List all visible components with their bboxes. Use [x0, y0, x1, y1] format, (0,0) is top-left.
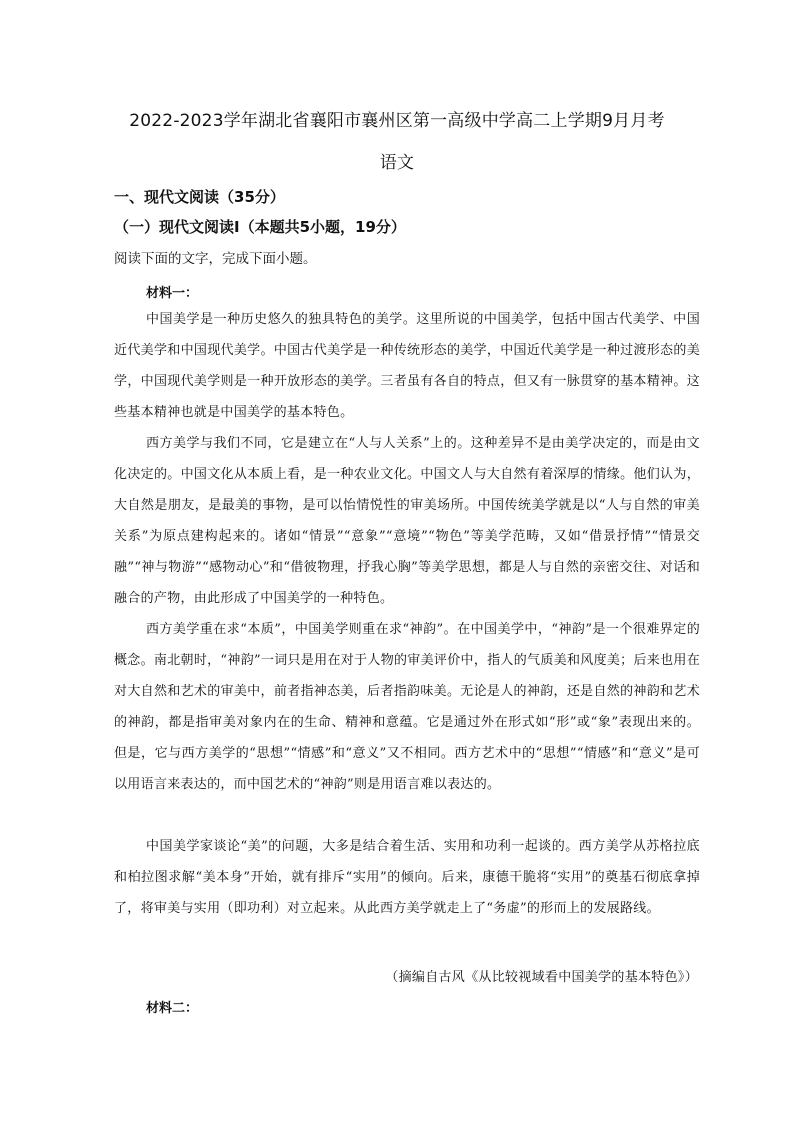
- subsection-heading: （一）现代文阅读Ⅰ（本题共5小题，19分）: [114, 218, 406, 236]
- paragraph-4: 中国美学家谈论“美”的问题，大多是结合着生活、实用和功利一起谈的。西方美学从苏格拉底和柏拉图求解“美本身”开始，就有排斥“实用”的倾向。后来，康德干脆将“实用”的奠基石彻底拿掉了，将审美与实用（即功利）对立起来。从此西方美学就走上了“务虚”的形而上的发展路线。: [114, 839, 700, 916]
- material-one-label: 材料一：: [146, 286, 199, 301]
- subject-title: 语文: [379, 153, 415, 173]
- material-two-label: 材料二：: [146, 1001, 199, 1016]
- paragraph-2: 西方美学与我们不同，它是建立在“人与人关系”上的。这种差异不是由美学决定的，而是由文化决定的。中国文化从本质上看，是一种农业文化。中国文人与大自然有着深厚的情缘。他们认为，大自然是朋友，是最美的事物，是可以怡情悦性的审美场所。中国传统美学就是以“人与自然的审美关系”为原点建构起来的。诸如“情景”“意象”“意境”“物色”等美学范畴，又如“借景抒情”“情景交融”“神与物游”“感物动心”和“借彼物理，抒我心胸”等美学思想，都是人与自然的亲密交往、对话和融合的产物，由此形成了中国美学的一种特色。: [114, 436, 700, 606]
- paragraph-3: 西方美学重在求“本质”，中国美学则重在求“神韵”。在中国美学中，“神韵”是一个很难界定的概念。南北朝时，“神韵”一词只是用在对于人物的审美评价中，指人的气质美和风度美；后来也用在对大自然和艺术的审美中，前者指神态美，后者指韵味美。无论是人的神韵，还是自然的神韵和艺术的神韵，都是指审美对象内在的生命、精神和意蕴。它是通过外在形式如“形”或“象”表现出来的。但是，它与西方美学的“思想”“情感”和“意义”又不相同。西方艺术中的“思想”“情感”和“意义”是可以用语言来表达的，而中国艺术的“神韵”则是用语言难以表达的。: [114, 622, 700, 792]
- exam-title: 2022-2023学年湖北省襄阳市襄州区第一高级中学高二上学期9月月考: [129, 111, 665, 131]
- section-heading: 一、现代文阅读（35分）: [114, 188, 285, 206]
- reading-instruction: 阅读下面的文字，完成下面小题。: [114, 251, 317, 267]
- source-note: （摘编自古风《从比较视域看中国美学的基本特色》）: [385, 970, 698, 985]
- paragraph-1: 中国美学是一种历史悠久的独具特色的美学。这里所说的中国美学，包括中国古代美学、中国近代美学和中国现代美学。中国古代美学是一种传统形态的美学，中国近代美学是一种过渡形态的美学，中国现代美学则是一种开放形态的美学。三者虽有各自的特点，但又有一脉贯穿的基本精神。这些基本精神也就是中国美学的基本特色。: [114, 312, 700, 420]
